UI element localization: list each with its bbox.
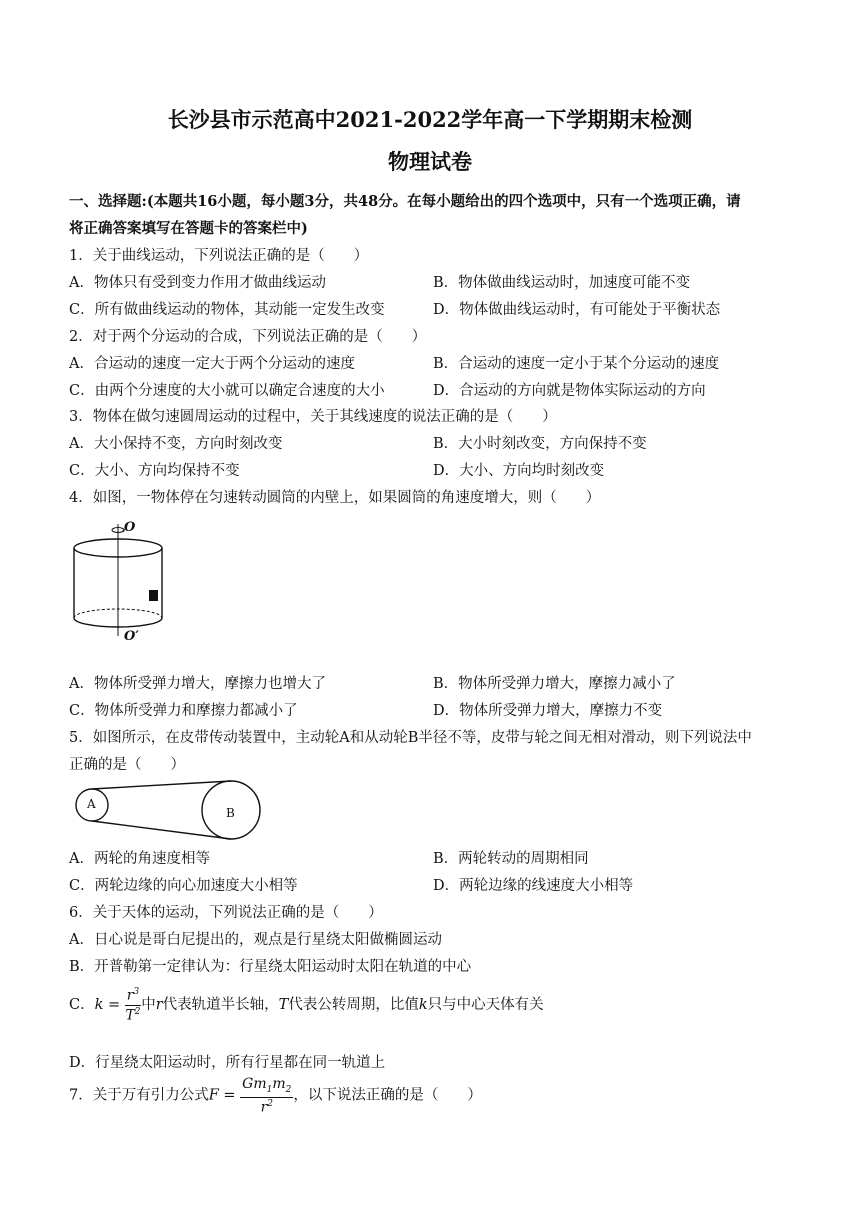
q4-option-b: B．物体所受弹力增大，摩擦力减小了 <box>433 676 676 692</box>
wheel-label-b: B <box>226 806 235 820</box>
q5-option-a: A．两轮的角速度相等 <box>69 851 210 867</box>
q2-option-c: C．由两个分速度的大小就可以确定合速度的大小 <box>69 383 385 399</box>
q4-option-a: A．物体所受弹力增大，摩擦力也增大了 <box>69 676 326 692</box>
wheel-label-a: A <box>87 797 96 811</box>
q3-stem: 3．物体在做匀速圆周运动的过程中，关于其线速度的说法正确的是（ ） <box>69 409 557 425</box>
axis-label-top: O <box>124 520 136 535</box>
q5-stem-line1: 5．如图所示，在皮带传动装置中，主动轮A和从动轮B半径不等，皮带与轮之间无相对滑动，则下列说法中 <box>69 730 752 746</box>
axis-label-bottom: O′ <box>124 629 139 644</box>
q1-option-c: C．所有做曲线运动的物体，其动能一定发生改变 <box>69 302 385 318</box>
q2-option-a: A．合运动的速度一定大于两个分运动的速度 <box>69 356 355 372</box>
q6-option-c: C．k = $\frac{r^3}{T^2}$ 中r代表轨道半长轴，T代表公转周期，比值k只与中心天体有关 <box>69 987 544 1024</box>
q5-option-c: C．两轮边缘的向心加速度大小相等 <box>69 878 298 894</box>
gravitation-fraction: $\frac{Gm_1m_2}{r^2}$ <box>242 1076 292 1116</box>
q7-stem: 7．关于万有引力公式F = $\frac{Gm_1m_2}{r^2}$ ，以下说法正确的是（ ） <box>69 1076 482 1116</box>
section-instructions-line1: 一、选择题:(本题共16小题，每小题3分，共48分。在每小题给出的四个选项中，只有一个选项正确，请 <box>69 193 741 210</box>
exam-subtitle: 物理试卷 <box>388 149 472 174</box>
q2-option-d: D．合运动的方向就是物体实际运动的方向 <box>433 383 706 399</box>
q3-option-b: B．大小时刻改变，方向保持不变 <box>433 436 647 452</box>
q4-option-c: C．物体所受弹力和摩擦力都减小了 <box>69 703 298 719</box>
q6-stem: 6．关于天体的运动，下列说法正确的是（ ） <box>69 905 383 921</box>
q5-option-d: D．两轮边缘的线速度大小相等 <box>433 878 634 894</box>
q5-option-b: B．两轮转动的周期相同 <box>433 851 589 867</box>
rotating-cylinder-figure <box>66 518 176 648</box>
q3-option-c: C．大小、方向均保持不变 <box>69 463 240 479</box>
block-on-wall <box>149 590 158 601</box>
section-instructions-line2: 将正确答案填写在答题卡的答案栏中) <box>69 220 308 237</box>
kepler-fraction: $\frac{r^3}{T^2}$ <box>125 987 141 1024</box>
q6-option-a: A．日心说是哥白尼提出的，观点是行星绕太阳做椭圆运动 <box>69 932 442 948</box>
belt-drive-figure <box>70 778 250 842</box>
q3-option-a: A．大小保持不变，方向时刻改变 <box>69 436 283 452</box>
q2-stem: 2．对于两个分运动的合成，下列说法正确的是（ ） <box>69 329 427 345</box>
exam-title: 长沙县市示范高中2021-2022学年高一下学期期末检测 <box>167 107 693 132</box>
q1-option-a: A．物体只有受到变力作用才做曲线运动 <box>69 275 326 291</box>
q6-option-b: B．开普勒第一定律认为：行星绕太阳运动时太阳在轨道的中心 <box>69 959 472 975</box>
q1-option-d: D．物体做曲线运动时，有可能处于平衡状态 <box>433 302 721 318</box>
q4-stem: 4．如图，一物体停在匀速转动圆筒的内壁上，如果圆筒的角速度增大，则（ ） <box>69 490 601 506</box>
q3-option-d: D．大小、方向均时刻改变 <box>433 463 605 479</box>
q4-option-d: D．物体所受弹力增大，摩擦力不变 <box>433 703 663 719</box>
q5-stem-line2: 正确的是（ ） <box>69 757 185 773</box>
q1-option-b: B．物体做曲线运动时，加速度可能不变 <box>433 275 691 291</box>
q6-option-d: D．行星绕太阳运动时，所有行星都在同一轨道上 <box>69 1055 386 1071</box>
q2-option-b: B．合运动的速度一定小于某个分运动的速度 <box>433 356 720 372</box>
q1-stem: 1．关于曲线运动，下列说法正确的是（ ） <box>69 248 369 264</box>
